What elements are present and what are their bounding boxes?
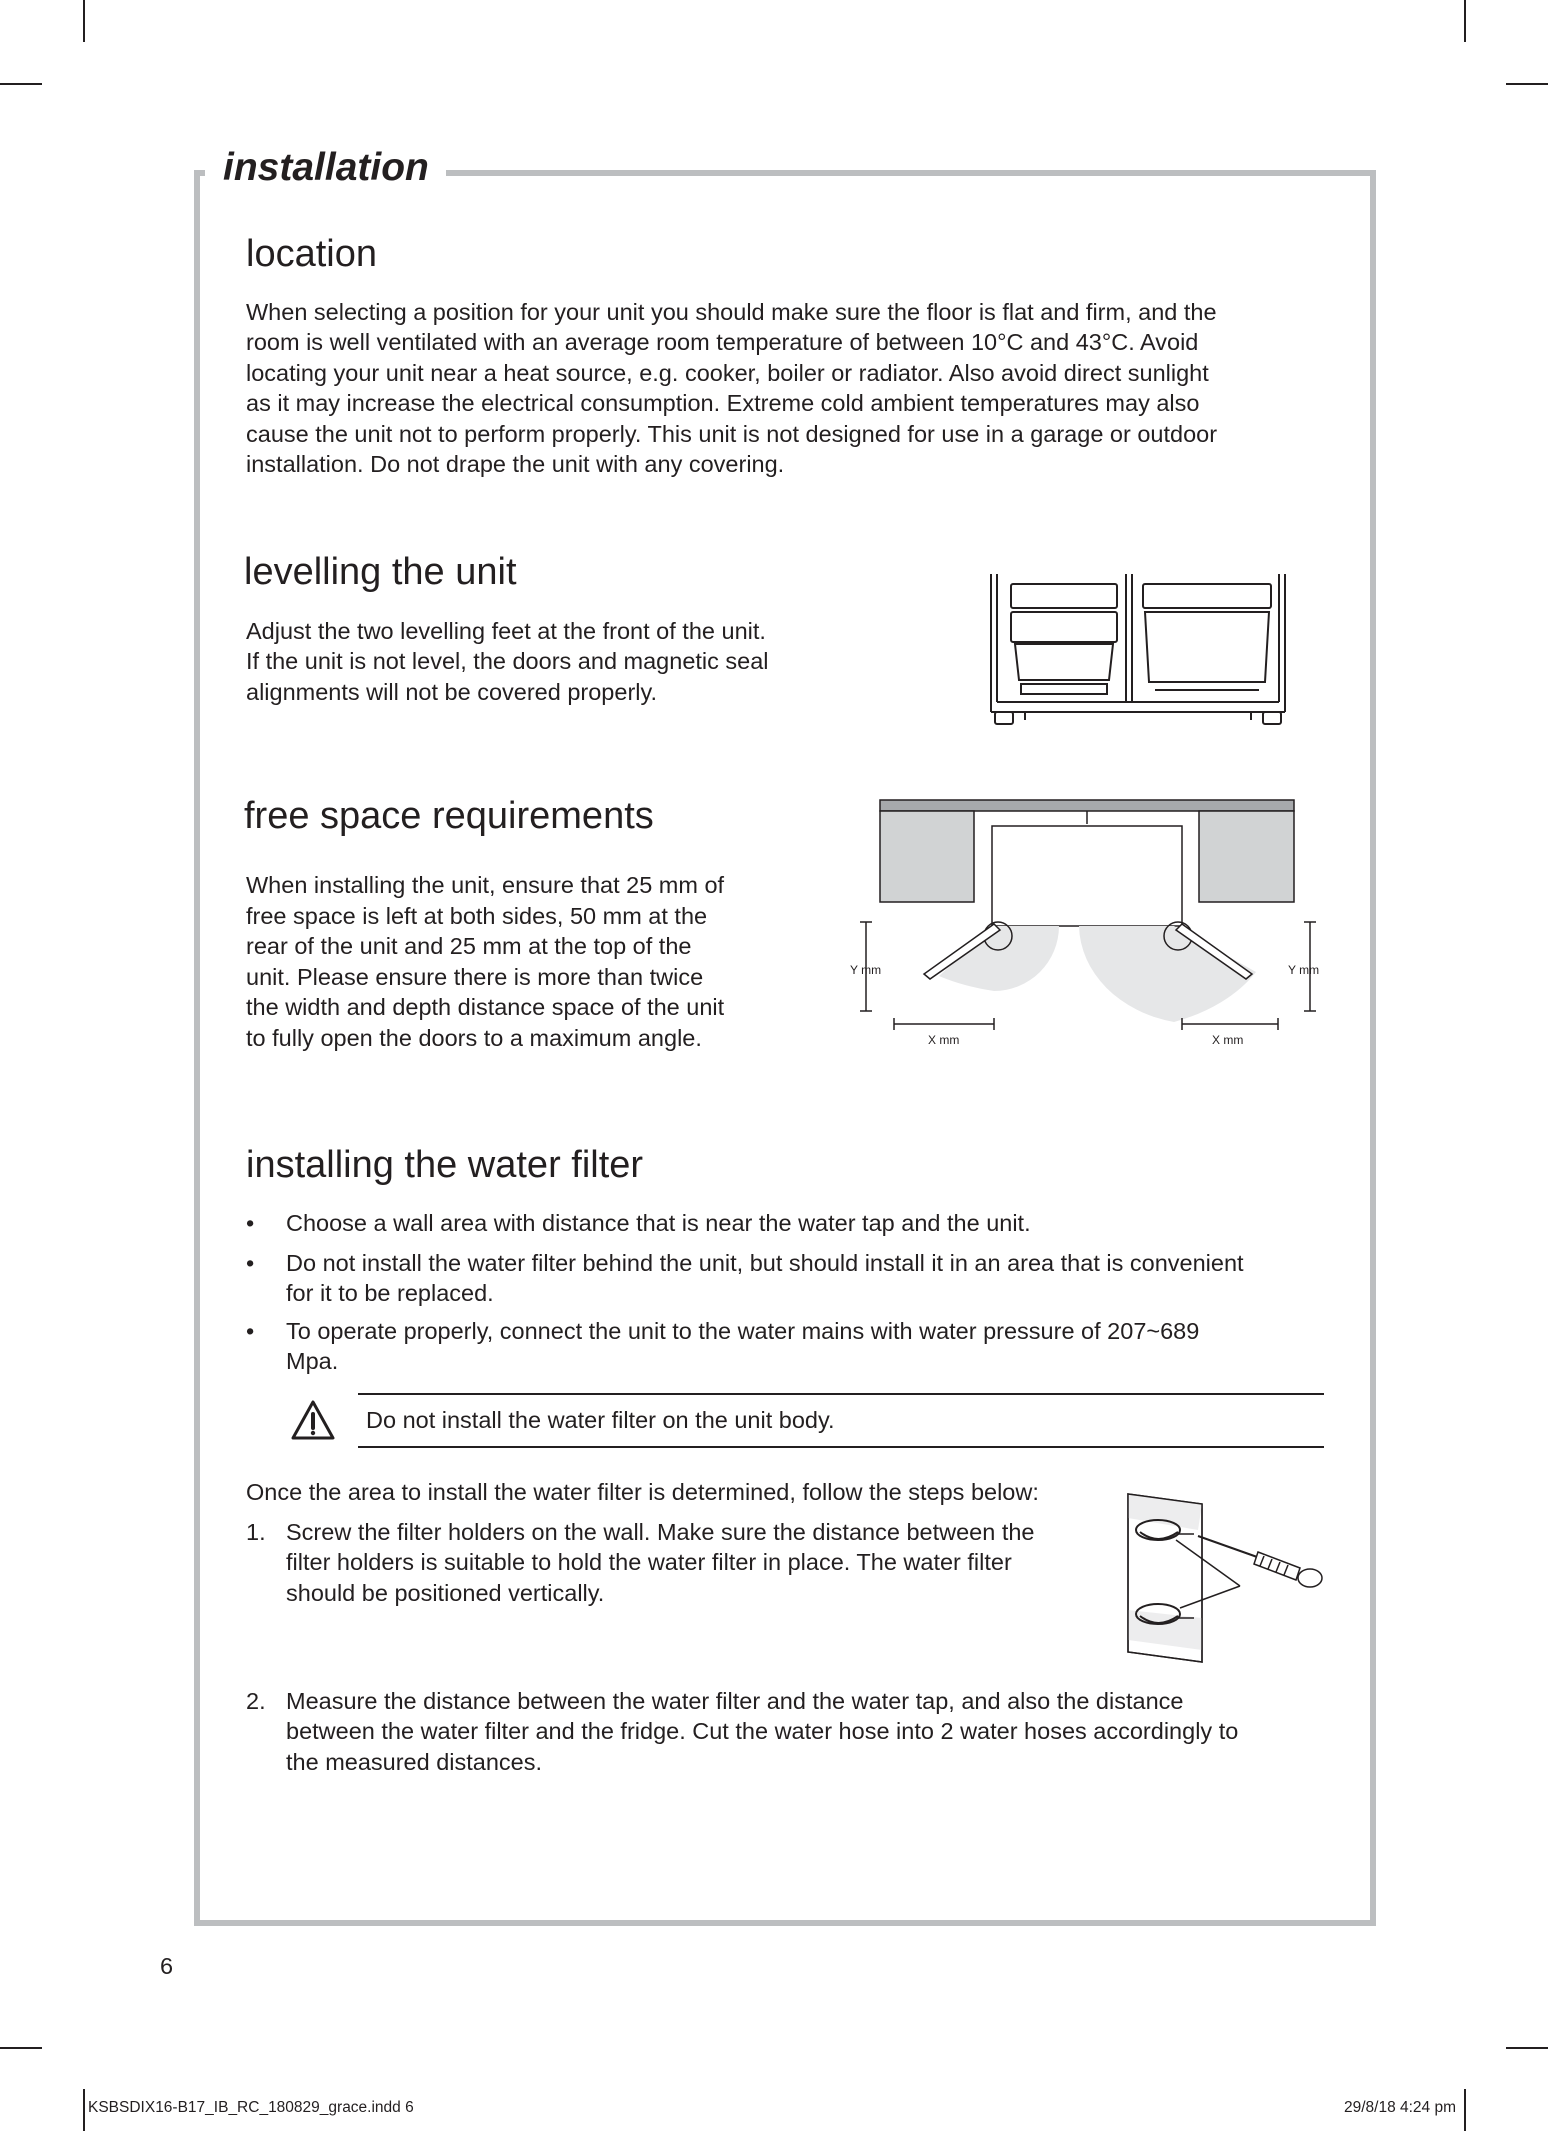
- crop-mark: [83, 2089, 85, 2131]
- crop-mark: [83, 0, 85, 42]
- bullet-marker: •: [246, 1250, 255, 1276]
- text-line: If the unit is not level, the doors and magnetic seal: [246, 648, 769, 674]
- x-label-left: X mm: [928, 1033, 960, 1047]
- step-line: filter holders is suitable to hold the water filter in place. The water filter: [286, 1549, 1012, 1575]
- step-line: Screw the filter holders on the wall. Make sure the distance between the: [286, 1519, 1035, 1545]
- step-line: between the water filter and the fridge. Cut the water hose into 2 water hoses accordingly to: [286, 1718, 1239, 1744]
- water-filter-heading: installing the water filter: [246, 1144, 644, 1186]
- fridge-front-illustration: [985, 572, 1291, 727]
- free-space-heading: free space requirements: [244, 795, 654, 837]
- free-space-diagram: [844, 796, 1334, 1052]
- text-line: Adjust the two levelling feet at the front of the unit.: [246, 618, 766, 644]
- bullet-marker: •: [246, 1210, 255, 1236]
- warning-rule-bottom: [358, 1446, 1324, 1448]
- levelling-heading: levelling the unit: [244, 551, 517, 593]
- left-cabinet: [880, 811, 974, 902]
- title-tick: [194, 170, 205, 176]
- step-line: should be positioned vertically.: [286, 1580, 605, 1606]
- filter-holder-illustration: [1124, 1490, 1324, 1666]
- x-label-right: X mm: [1212, 1033, 1244, 1047]
- text-line: as it may increase the electrical consumption. Extreme cold ambient temperatures may also: [246, 390, 1200, 416]
- text-line: room is well ventilated with an average room temperature of between 10°C and 43°C. Avoid: [246, 329, 1199, 355]
- warning-icon: [290, 1399, 336, 1441]
- crop-mark: [0, 2047, 42, 2049]
- step-line: Measure the distance between the water filter and the water tap, and also the distance: [286, 1688, 1184, 1714]
- text-line: When installing the unit, ensure that 25 mm of: [246, 872, 725, 898]
- list-item: To operate properly, connect the unit to the water mains with water pressure of 207~689: [286, 1318, 1200, 1344]
- text-line: rear of the unit and 25 mm at the top of the: [246, 933, 692, 959]
- y-label-left: Y mm: [850, 963, 882, 977]
- list-item-continued: for it to be replaced.: [286, 1280, 494, 1306]
- right-door-arc: [1079, 926, 1256, 1022]
- list-item: Choose a wall area with distance that is near the water tap and the unit.: [286, 1210, 1031, 1236]
- text-line: When selecting a position for your unit you should make sure the floor is flat and firm, and the: [246, 299, 1217, 325]
- text-line: to fully open the doors to a maximum angle.: [246, 1025, 702, 1051]
- fridge-outline: [992, 826, 1182, 926]
- text-line: free space is left at both sides, 50 mm at the: [246, 903, 708, 929]
- text-line: installation. Do not drape the unit with any covering.: [246, 451, 785, 477]
- location-heading: location: [246, 233, 377, 275]
- text-line: locating your unit near a heat source, e.g. cooker, boiler or radiator. Also avoid direct sunlight: [246, 360, 1209, 386]
- footer-file: KSBSDIX16-B17_IB_RC_180829_grace.indd 6: [88, 2099, 414, 2116]
- crop-mark: [0, 83, 42, 85]
- crop-mark: [1506, 83, 1548, 85]
- crop-mark: [1506, 2047, 1548, 2049]
- warning-text: Do not install the water filter on the unit body.: [366, 1407, 835, 1433]
- footer-timestamp: 29/8/18 4:24 pm: [1343, 2099, 1456, 2116]
- wall: [880, 800, 1294, 811]
- text-line: unit. Please ensure there is more than twice: [246, 964, 704, 990]
- page-number: 6: [160, 1953, 174, 1979]
- right-cabinet: [1199, 811, 1294, 902]
- text-line: alignments will not be covered properly.: [246, 679, 658, 705]
- step-number: 2.: [246, 1688, 266, 1714]
- section-title: installation: [223, 146, 429, 189]
- y-label-right: Y mm: [1288, 963, 1320, 977]
- crop-mark: [1464, 0, 1466, 42]
- steps-intro: Once the area to install the water filter is determined, follow the steps below:: [246, 1479, 1039, 1505]
- step-line: the measured distances.: [286, 1749, 543, 1775]
- list-item-continued: Mpa.: [286, 1348, 339, 1374]
- crop-mark: [1464, 2089, 1466, 2131]
- bullet-marker: •: [246, 1318, 255, 1344]
- list-item: Do not install the water filter behind the unit, but should install it in an area that is convenient: [286, 1250, 1244, 1276]
- step-number: 1.: [246, 1519, 266, 1545]
- warning-rule-top: [358, 1393, 1324, 1395]
- text-line: cause the unit not to perform properly. This unit is not designed for use in a garage or outdoor: [246, 421, 1218, 447]
- text-line: the width and depth distance space of the unit: [246, 994, 725, 1020]
